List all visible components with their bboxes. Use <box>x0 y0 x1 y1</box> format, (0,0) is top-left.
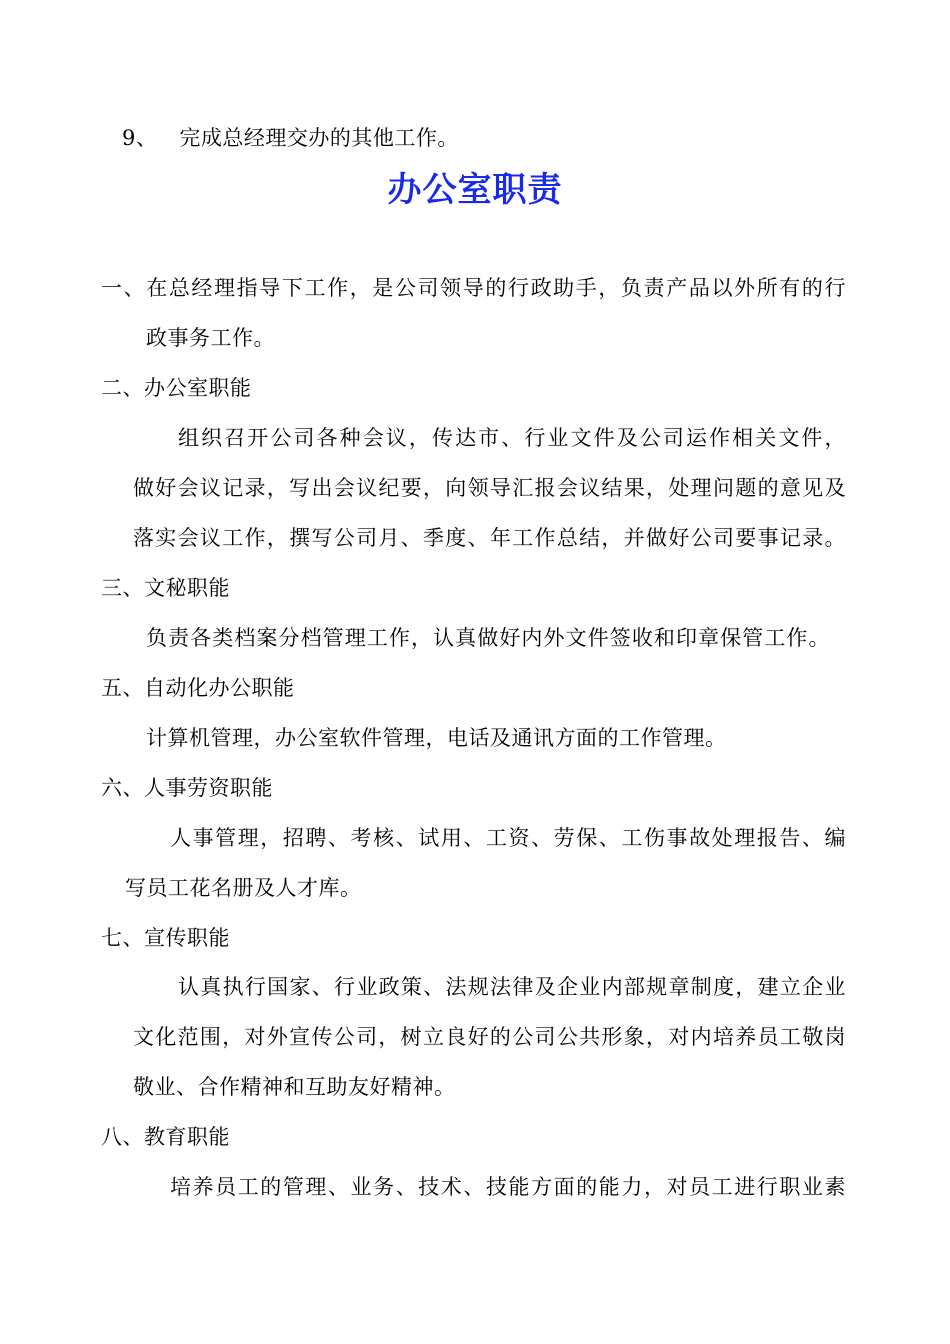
section-2-line-3: 落实会议工作，撰写公司月、季度、年工作总结，并做好公司要事记录。 <box>133 526 846 550</box>
section-6-heading: 六、人事劳资职能 <box>101 776 273 800</box>
section-3-heading: 三、文秘职能 <box>101 576 230 600</box>
section-5-heading: 五、自动化办公职能 <box>101 676 295 700</box>
section-7-line-3: 敬业、合作精神和互助友好精神。 <box>133 1075 456 1099</box>
intro-item-number: 9、 <box>122 126 158 150</box>
intro-item <box>122 124 459 152</box>
section-1-line-1: 一、在总经理指导下工作，是公司领导的行政助手，负责产品以外所有的行 <box>101 276 846 300</box>
section-8-line-1: 培养员工的管理、业务、技术、技能方面的能力，对员工进行职业素 <box>170 1175 846 1199</box>
intro-item-text: 完成总经理交办的其他工作。 <box>179 126 459 150</box>
section-7-heading: 七、宣传职能 <box>101 926 230 950</box>
section-6-line-1: 人事管理，招聘、考核、试用、工资、劳保、工伤事故处理报告、编 <box>170 826 846 850</box>
section-2-line-2: 做好会议记录，写出会议纪要，向领导汇报会议结果，处理问题的意见及 <box>133 476 846 500</box>
section-3-line-1: 负责各类档案分档管理工作，认真做好内外文件签收和印章保管工作。 <box>146 626 830 650</box>
section-2-heading: 二、办公室职能 <box>101 376 252 400</box>
section-7-line-2: 文化范围，对外宣传公司，树立良好的公司公共形象，对内培养员工敬岗 <box>133 1025 846 1049</box>
section-2-line-1: 组织召开公司各种会议，传达市、行业文件及公司运作相关文件， <box>178 426 846 450</box>
section-1-line-2: 政事务工作。 <box>146 326 275 350</box>
section-5-line-1: 计算机管理，办公室软件管理，电话及通讯方面的工作管理。 <box>146 726 727 750</box>
page-title: 办公室职责 <box>387 170 563 210</box>
section-7-line-1: 认真执行国家、行业政策、法规法律及企业内部规章制度，建立企业 <box>178 975 846 999</box>
section-6-line-2: 写员工花名册及人才库。 <box>125 876 362 900</box>
section-8-heading: 八、教育职能 <box>101 1125 230 1149</box>
